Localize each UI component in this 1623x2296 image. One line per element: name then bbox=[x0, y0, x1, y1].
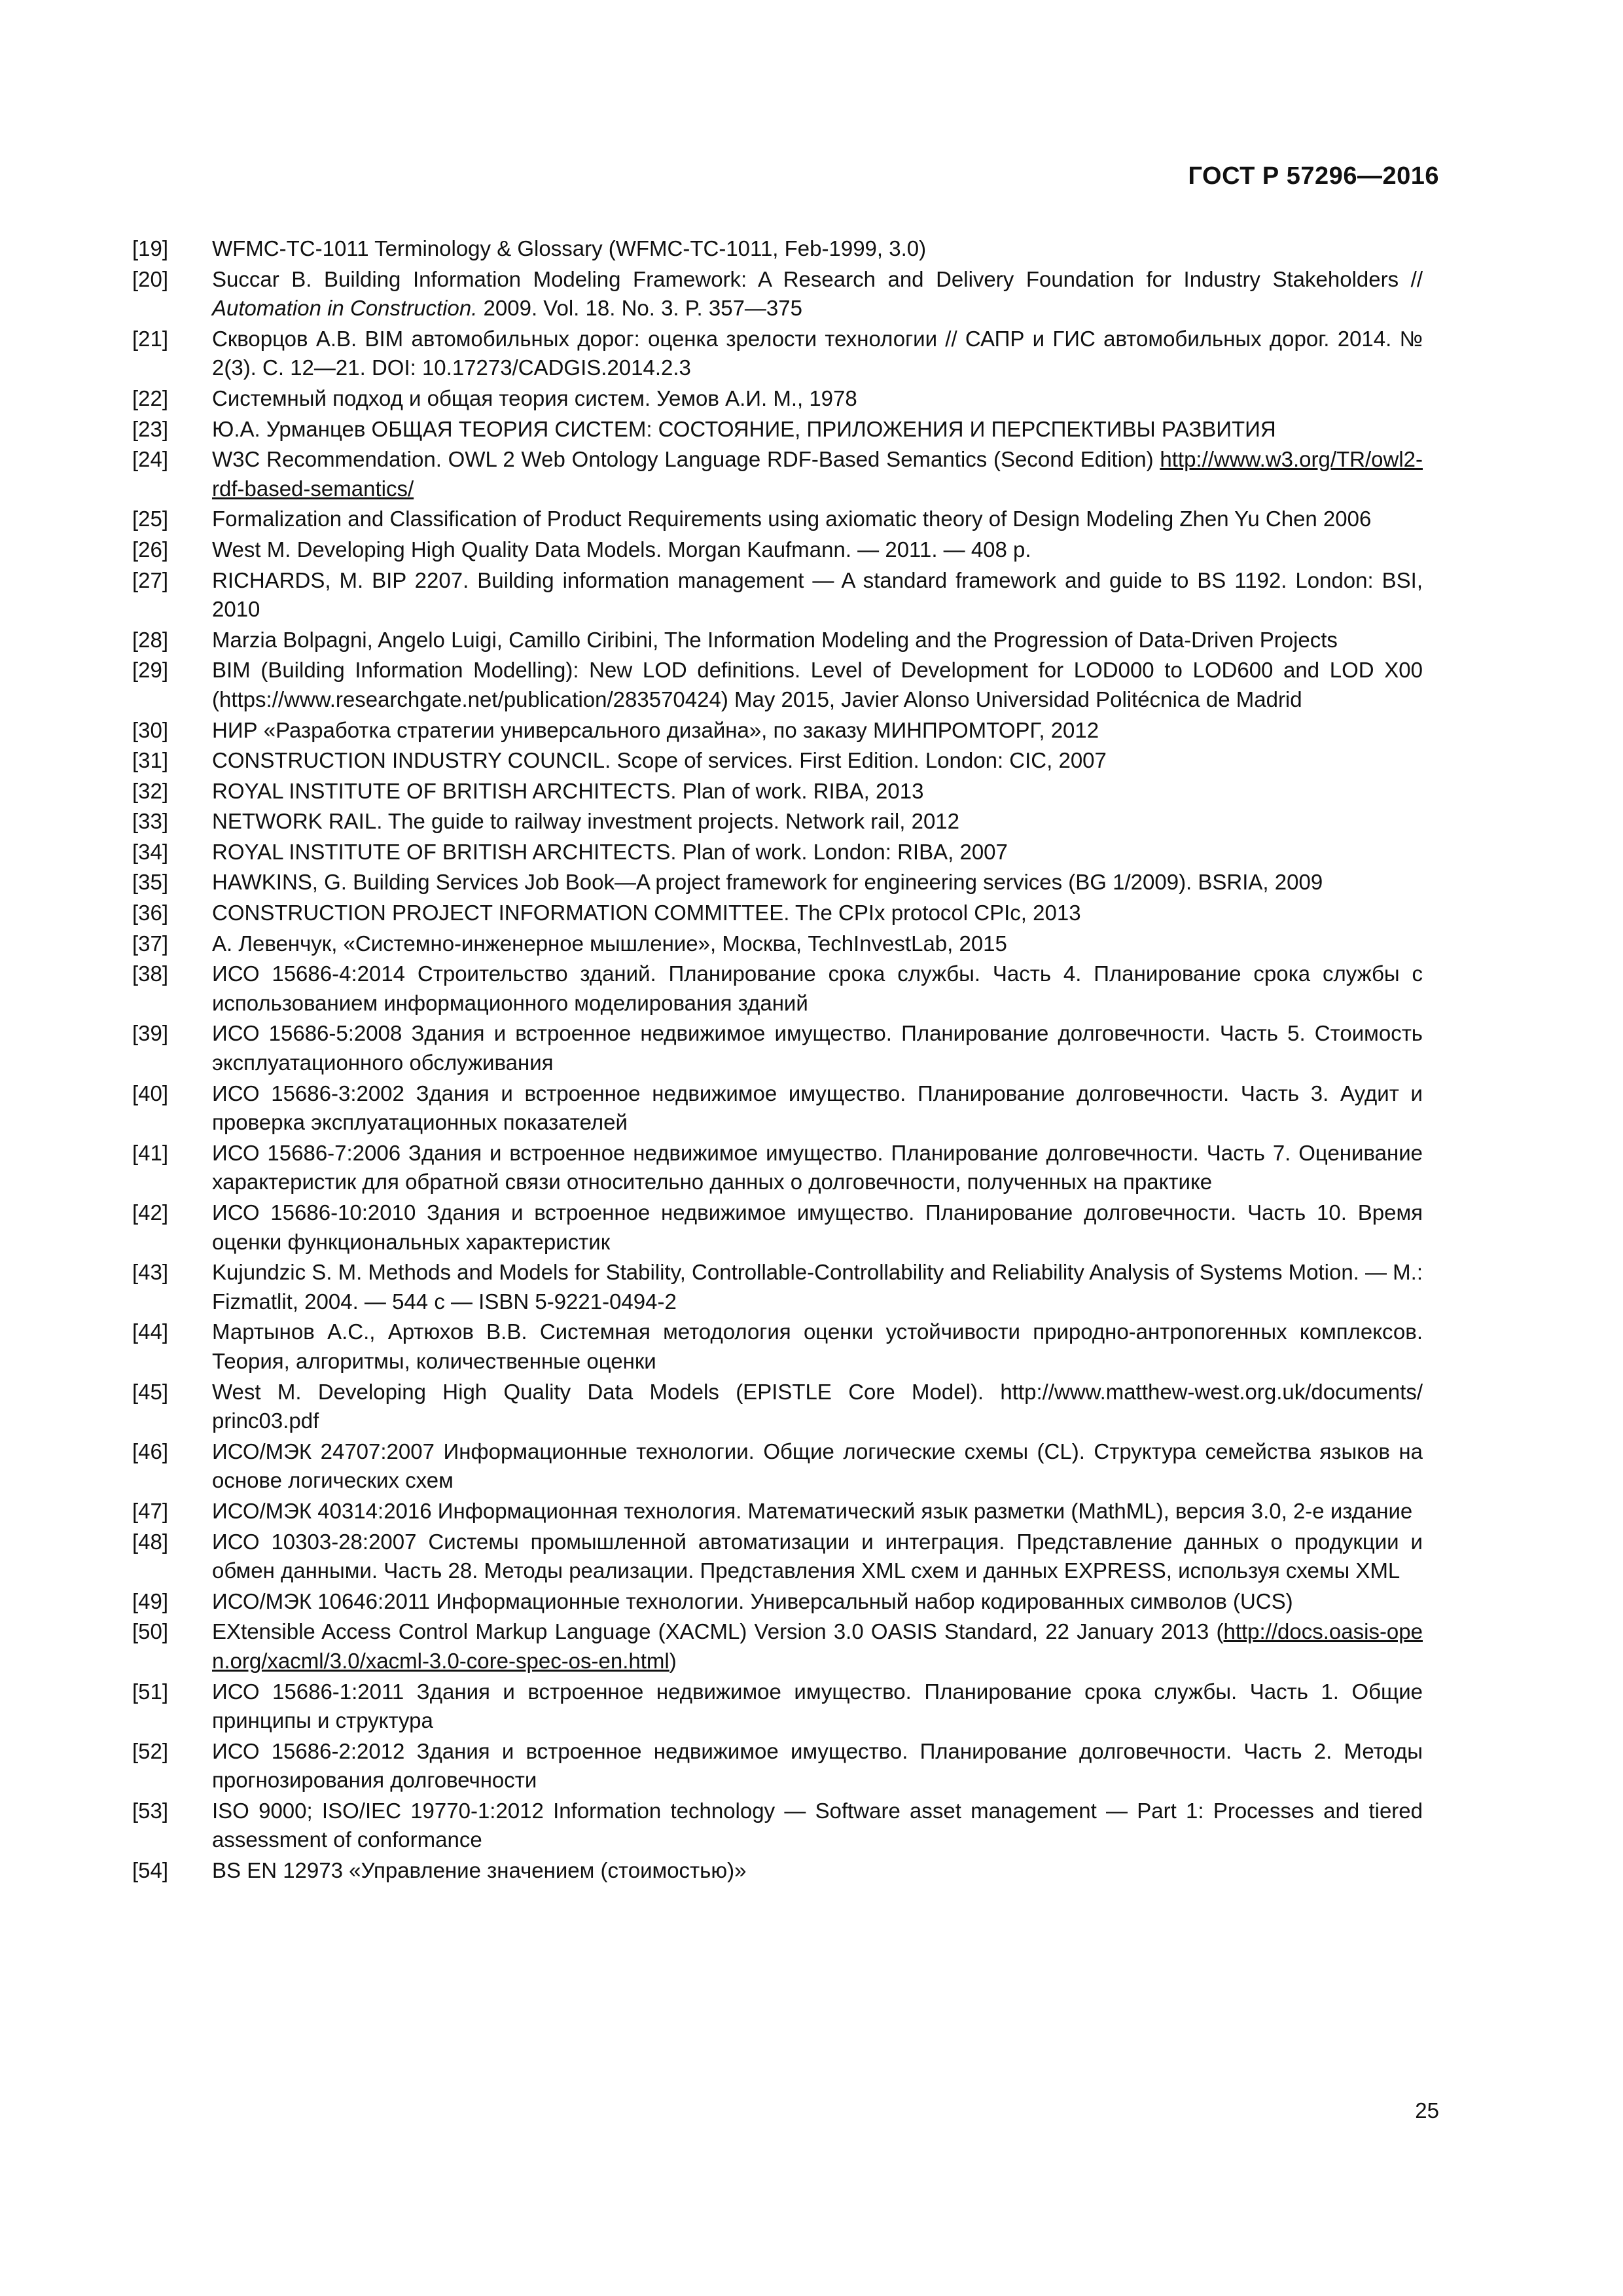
reference-text bbox=[212, 807, 1423, 836]
reference-number: [32] bbox=[132, 778, 169, 803]
reference-number: [38] bbox=[132, 961, 169, 986]
reference-number: [43] bbox=[132, 1260, 169, 1285]
reference-text bbox=[212, 626, 1423, 655]
reference-body: Мартынов А.С., Артюхов В.В. Системная методология оценки устойчивости природно-антропогенных комплексов. Теория, алгоритмы, количественные оценки bbox=[212, 1319, 1423, 1373]
reference-body: Kujundzic S. M. Methods and Models for Stability, Controllable-Controllability and Reliability Analysis of Systems Motion. — M.: Fizmatlit, 2004. — 544 с — ISBN 5-9221-0494-2 bbox=[212, 1260, 1423, 1314]
reference-text bbox=[212, 838, 1423, 867]
reference-body: ROYAL INSTITUTE OF BRITISH ARCHITECTS. Plan of work. RIBA, 2013 bbox=[212, 778, 924, 803]
reference-text bbox=[212, 1198, 1423, 1257]
reference-body: West M. Developing High Quality Data Models. Morgan Kaufmann. — 2011. — 408 p. bbox=[212, 537, 1031, 562]
reference-number: [34] bbox=[132, 839, 169, 864]
reference-body: NETWORK RAIL. The guide to railway investment projects. Network rail, 2012 bbox=[212, 809, 959, 834]
reference-text bbox=[212, 929, 1423, 959]
reference-text bbox=[212, 777, 1423, 806]
reference-text bbox=[212, 1856, 1423, 1886]
reference-number: [35] bbox=[132, 870, 169, 895]
reference-number: [45] bbox=[132, 1379, 169, 1404]
reference-number: [41] bbox=[132, 1140, 169, 1165]
reference-body: Marzia Bolpagni, Angelo Luigi, Camillo Ciribini, The Information Modeling and the Progression of Data-Driven Projects bbox=[212, 627, 1338, 652]
reference-number: [24] bbox=[132, 447, 169, 472]
reference-item bbox=[132, 1528, 1423, 1586]
reference-link[interactable]: http://docs.oasis-open.org/xacml/3.0/xacml-3.0-core-spec-os-en.html bbox=[212, 1619, 1423, 1673]
reference-item bbox=[132, 838, 1423, 867]
reference-text bbox=[212, 505, 1423, 534]
reference-item bbox=[132, 234, 1423, 264]
reference-text bbox=[212, 1019, 1423, 1077]
reference-number: [28] bbox=[132, 627, 169, 652]
reference-text bbox=[212, 265, 1423, 323]
reference-body: Системный подход и общая теория систем. Уемов А.И. М., 1978 bbox=[212, 386, 857, 410]
reference-body: ИСО/МЭК 10646:2011 Информационные технологии. Универсальный набор кодированных символов (UCS) bbox=[212, 1588, 1293, 1613]
reference-number: [30] bbox=[132, 717, 169, 742]
reference-body: НИР «Разработка стратегии универсального дизайна», по заказу МИНПРОМТОРГ, 2012 bbox=[212, 717, 1099, 742]
reference-text bbox=[212, 384, 1423, 414]
reference-text bbox=[212, 1497, 1423, 1526]
reference-text bbox=[212, 1797, 1423, 1855]
reference-item bbox=[132, 1437, 1423, 1496]
reference-number: [48] bbox=[132, 1529, 169, 1554]
reference-text bbox=[212, 899, 1423, 928]
reference-text bbox=[212, 1079, 1423, 1138]
reference-text bbox=[212, 1318, 1423, 1376]
reference-journal: Automation in Construction. bbox=[212, 296, 478, 321]
reference-text bbox=[212, 746, 1423, 776]
reference-item bbox=[132, 1617, 1423, 1676]
reference-text bbox=[212, 716, 1423, 745]
reference-item bbox=[132, 899, 1423, 928]
reference-item bbox=[132, 716, 1423, 745]
reference-item bbox=[132, 1587, 1423, 1617]
reference-body: ИСО 15686-10:2010 Здания и встроенное недвижимое имущество. Планирование долговечности. Часть 10. Время оценки функциональных характеристик bbox=[212, 1200, 1423, 1254]
reference-body: А. Левенчук, «Системно-инженерное мышление», Москва, TechInvestLab, 2015 bbox=[212, 931, 1007, 956]
reference-body: BIM (Building Information Modelling): New LOD definitions. Level of Development for LOD000 to LOD600 and LOD X00 (https://www.researchgate.net/publication/283570424) May 2015, Javier Alonso Universidad Politécnica de Madrid bbox=[212, 658, 1423, 711]
reference-body: EXtensible Access Control Markup Language (XACML) Version 3.0 OASIS Standard, 22 January 2013 ( bbox=[212, 1619, 1224, 1644]
reference-item bbox=[132, 1198, 1423, 1257]
reference-item bbox=[132, 505, 1423, 534]
reference-text bbox=[212, 1677, 1423, 1736]
reference-text bbox=[212, 1258, 1423, 1316]
reference-item bbox=[132, 746, 1423, 776]
reference-number: [44] bbox=[132, 1319, 169, 1344]
reference-number: [19] bbox=[132, 236, 169, 260]
reference-item bbox=[132, 1378, 1423, 1436]
reference-body: ROYAL INSTITUTE OF BRITISH ARCHITECTS. Plan of work. London: RIBA, 2007 bbox=[212, 839, 1008, 864]
reference-number: [42] bbox=[132, 1200, 169, 1225]
reference-number: [49] bbox=[132, 1588, 169, 1613]
reference-number: [53] bbox=[132, 1798, 169, 1823]
reference-body: ИСО 15686-7:2006 Здания и встроенное недвижимое имущество. Планирование долговечности. Часть 7. Оценивание характеристик для обратной связи относительно данных о долговечности, полученных на практике bbox=[212, 1140, 1423, 1194]
reference-number: [37] bbox=[132, 931, 169, 956]
reference-number: [31] bbox=[132, 748, 169, 773]
reference-item bbox=[132, 1318, 1423, 1376]
reference-tail: 2009. Vol. 18. No. 3. P. 357—375 bbox=[477, 296, 802, 321]
reference-number: [25] bbox=[132, 507, 169, 531]
page-number: 25 bbox=[1415, 2098, 1439, 2123]
reference-item bbox=[132, 1497, 1423, 1526]
reference-number: [46] bbox=[132, 1439, 169, 1463]
reference-item bbox=[132, 960, 1423, 1018]
reference-body: ИСО 15686-2:2012 Здания и встроенное недвижимое имущество. Планирование долговечности. Часть 2. Методы прогнозирования долговечности bbox=[212, 1738, 1423, 1793]
reference-number: [39] bbox=[132, 1021, 169, 1046]
reference-text bbox=[212, 868, 1423, 897]
reference-item bbox=[132, 445, 1423, 503]
reference-number: [22] bbox=[132, 386, 169, 410]
reference-item bbox=[132, 1139, 1423, 1197]
reference-number: [54] bbox=[132, 1858, 169, 1883]
reference-number: [29] bbox=[132, 658, 169, 683]
reference-text bbox=[212, 1437, 1423, 1496]
reference-body: BS EN 12973 «Управление значением (стоимостью)» bbox=[212, 1858, 747, 1883]
reference-item bbox=[132, 1797, 1423, 1855]
reference-text bbox=[212, 535, 1423, 565]
reference-item bbox=[132, 566, 1423, 624]
reference-body: RICHARDS, M. BIP 2207. Building information management — A standard framework and guide to BS 1192. London: BSI, 2010 bbox=[212, 567, 1423, 622]
reference-number: [33] bbox=[132, 809, 169, 834]
reference-item bbox=[132, 1079, 1423, 1138]
reference-item bbox=[132, 415, 1423, 444]
reference-body: ИСО 15686-1:2011 Здания и встроенное недвижимое имущество. Планирование срока службы. Часть 1. Общие принципы и структура bbox=[212, 1679, 1423, 1733]
reference-text bbox=[212, 445, 1423, 503]
reference-body: HAWKINS, G. Building Services Job Book—A project framework for engineering services (BG 1/2009). BSRIA, 2009 bbox=[212, 870, 1323, 895]
reference-item bbox=[132, 929, 1423, 959]
reference-body: ИСО 10303-28:2007 Системы промышленной автоматизации и интеграция. Представление данных о продукции и обмен данными. Часть 28. Методы реализации. Представления XML схем и данных EXPRESS, используя схемы XML bbox=[212, 1529, 1423, 1583]
reference-tail: ) bbox=[669, 1648, 677, 1673]
reference-text bbox=[212, 1737, 1423, 1795]
reference-item bbox=[132, 325, 1423, 383]
reference-list bbox=[132, 234, 1423, 1887]
reference-item bbox=[132, 868, 1423, 897]
reference-body: CONSTRUCTION INDUSTRY COUNCIL. Scope of services. First Edition. London: CIC, 2007 bbox=[212, 748, 1107, 773]
reference-link[interactable]: http://www.w3.org/TR/owl2-rdf-based-semantics/ bbox=[212, 447, 1423, 501]
reference-number: [36] bbox=[132, 901, 169, 925]
reference-item bbox=[132, 807, 1423, 836]
reference-body: WFMC-TC-1011 Terminology & Glossary (WFMC-TC-1011, Feb-1999, 3.0) bbox=[212, 236, 927, 260]
reference-text bbox=[212, 1587, 1423, 1617]
reference-item bbox=[132, 777, 1423, 806]
reference-item bbox=[132, 1019, 1423, 1077]
reference-body: ИСО 15686-3:2002 Здания и встроенное недвижимое имущество. Планирование долговечности. Часть 3. Аудит и проверка эксплуатационных показателей bbox=[212, 1081, 1423, 1135]
reference-body: Ю.А. Урманцев ОБЩАЯ ТЕОРИЯ СИСТЕМ: СОСТОЯНИЕ, ПРИЛОЖЕНИЯ И ПЕРСПЕКТИВЫ РАЗВИТИЯ bbox=[212, 416, 1276, 441]
reference-number: [27] bbox=[132, 567, 169, 592]
reference-body: ИСО/МЭК 24707:2007 Информационные технологии. Общие логические схемы (CL). Структура семейства языков на основе логических схем bbox=[212, 1439, 1423, 1493]
reference-text bbox=[212, 1528, 1423, 1586]
reference-text bbox=[212, 1617, 1423, 1676]
reference-number: [52] bbox=[132, 1738, 169, 1763]
reference-body: ISO 9000; ISO/IEC 19770-1:2012 Information technology — Software asset management — Part 1: Processes and tiered assessment of conformance bbox=[212, 1798, 1423, 1852]
reference-item bbox=[132, 1737, 1423, 1795]
reference-body: Скворцов А.В. BIM автомобильных дорог: оценка зрелости технологии // САПР и ГИС автомобильных дорог. 2014. № 2(3). С. 12—21. DOI: 10.17273/CADGIS.2014.2.3 bbox=[212, 326, 1423, 380]
reference-number: [51] bbox=[132, 1679, 169, 1704]
reference-body: ИСО 15686-5:2008 Здания и встроенное недвижимое имущество. Планирование долговечности. Часть 5. Стоимость эксплуатационного обслуживания bbox=[212, 1021, 1423, 1075]
document-standard-header: ГОСТ Р 57296—2016 bbox=[1188, 162, 1439, 190]
reference-number: [47] bbox=[132, 1498, 169, 1523]
reference-item bbox=[132, 1258, 1423, 1316]
reference-body: Succar B. Building Information Modeling Framework: A Research and Delivery Foundation for Industry Stakeholders // bbox=[212, 266, 1423, 291]
reference-item bbox=[132, 656, 1423, 714]
reference-body: ИСО/МЭК 40314:2016 Информационная технология. Математический язык разметки (MathML), версия 3.0, 2-е издание bbox=[212, 1498, 1413, 1523]
reference-text bbox=[212, 1139, 1423, 1197]
reference-number: [50] bbox=[132, 1619, 169, 1644]
reference-body: ИСО 15686-4:2014 Строительство зданий. Планирование срока службы. Часть 4. Планирование срока службы с использованием информационного моделирования зданий bbox=[212, 961, 1423, 1015]
reference-item bbox=[132, 265, 1423, 323]
reference-item bbox=[132, 1856, 1423, 1886]
reference-item bbox=[132, 626, 1423, 655]
reference-number: [20] bbox=[132, 266, 169, 291]
reference-item bbox=[132, 384, 1423, 414]
reference-text bbox=[212, 415, 1423, 444]
reference-number: [23] bbox=[132, 416, 169, 441]
reference-number: [40] bbox=[132, 1081, 169, 1105]
reference-body: W3C Recommendation. OWL 2 Web Ontology Language RDF-Based Semantics (Second Edition) bbox=[212, 447, 1160, 472]
reference-text bbox=[212, 656, 1423, 714]
reference-text bbox=[212, 325, 1423, 383]
reference-text bbox=[212, 960, 1423, 1018]
reference-body: CONSTRUCTION PROJECT INFORMATION COMMITTEE. The CPIx protocol CPIc, 2013 bbox=[212, 901, 1081, 925]
reference-number: [26] bbox=[132, 537, 169, 562]
reference-body: West M. Developing High Quality Data Models (EPISTLE Core Model). http://www.matthew-west.org.uk/documents/ princ03.pdf bbox=[212, 1379, 1423, 1433]
reference-text bbox=[212, 1378, 1423, 1436]
reference-text bbox=[212, 566, 1423, 624]
reference-item bbox=[132, 535, 1423, 565]
reference-number: [21] bbox=[132, 326, 169, 351]
reference-item bbox=[132, 1677, 1423, 1736]
reference-text bbox=[212, 234, 1423, 264]
reference-body: Formalization and Classification of Product Requirements using axiomatic theory of Design Modeling Zhen Yu Chen 2006 bbox=[212, 507, 1372, 531]
